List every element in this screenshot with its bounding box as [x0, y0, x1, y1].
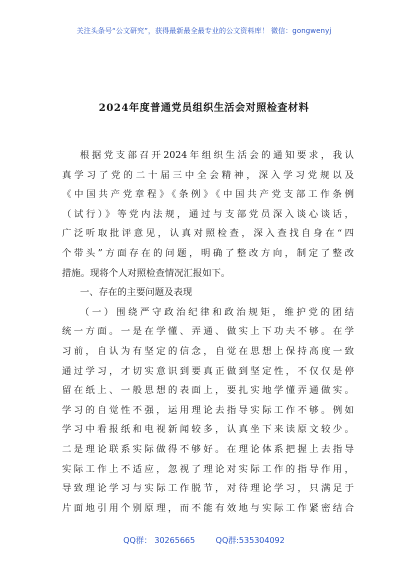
body-line: 统一方面。一是在学懂、弄通、做实上下功夫不够。在学	[62, 326, 354, 338]
body-line: 通过学习，才切实意识到要真正做到坚定性，不仅仅是停	[62, 365, 354, 377]
body-line: 《中国共产党章程》《条例》《中国共产党支部工作条例	[62, 189, 354, 201]
body-line: 学习中看报纸和电视新闻较多，认真坐下来读原文较少。	[62, 424, 354, 436]
body-line: 根据党支部召开2024年组织生活会的通知要求，我认	[80, 150, 354, 161]
footer-qq-group-1: QQ群： 30265665	[123, 536, 196, 545]
body-line: 导致理论学习与实际工作脱节，对待理论学习，只满足于	[62, 483, 354, 495]
body-line: 个带头”方面存在的问题，明确了整改方向，制定了整改	[62, 247, 354, 259]
body-line: 习前，自认为有坚定的信念，自觉在思想上保持高度一致	[62, 345, 354, 357]
document-title: 2024年度普通党员组织生活会对照检查材料	[98, 103, 310, 114]
body-line: 二是理论联系实际做得不够好。在理论体系把握上去指导	[62, 443, 354, 455]
body-line: （试行）》等党内法规，通过与支部党员深入谈心谈话，	[62, 208, 354, 220]
body-line: （一）围绕严守政治纪律和政治规矩，维护党的团结	[80, 306, 354, 318]
section-heading: 一、存在的主要问题及表现	[80, 287, 193, 299]
body-line: 真学习了党的二十届三中全会精神，深入学习党规以及	[62, 169, 354, 181]
body-line: 广泛听取批评意见，认真对照检查，深入查找自身在“四	[62, 228, 354, 240]
header-banner: 关注头条号“公文研究”，获得最新最全最专业的公文资料库！ 微信：gongwenyj	[76, 27, 332, 35]
body-line: 实际工作上不适应，忽视了理论对实际工作的指导作用，	[62, 463, 354, 475]
document-body	[62, 146, 354, 518]
body-line: 措施。现将个人对照检查情况汇报如下。	[62, 267, 231, 279]
body-line: 片面地引用个别原理，而不能有效地与实际工作紧密结合	[62, 502, 354, 514]
footer-contact	[0, 535, 408, 546]
footer-qq-group-2: QQ群:535304092	[215, 536, 285, 545]
body-line: 留在纸上、一般思想的表面上，要扎实地学懂弄通做实。	[62, 385, 354, 397]
body-line: 学习的自觉性不强，运用理论去指导实际工作不够。例如	[62, 404, 354, 416]
